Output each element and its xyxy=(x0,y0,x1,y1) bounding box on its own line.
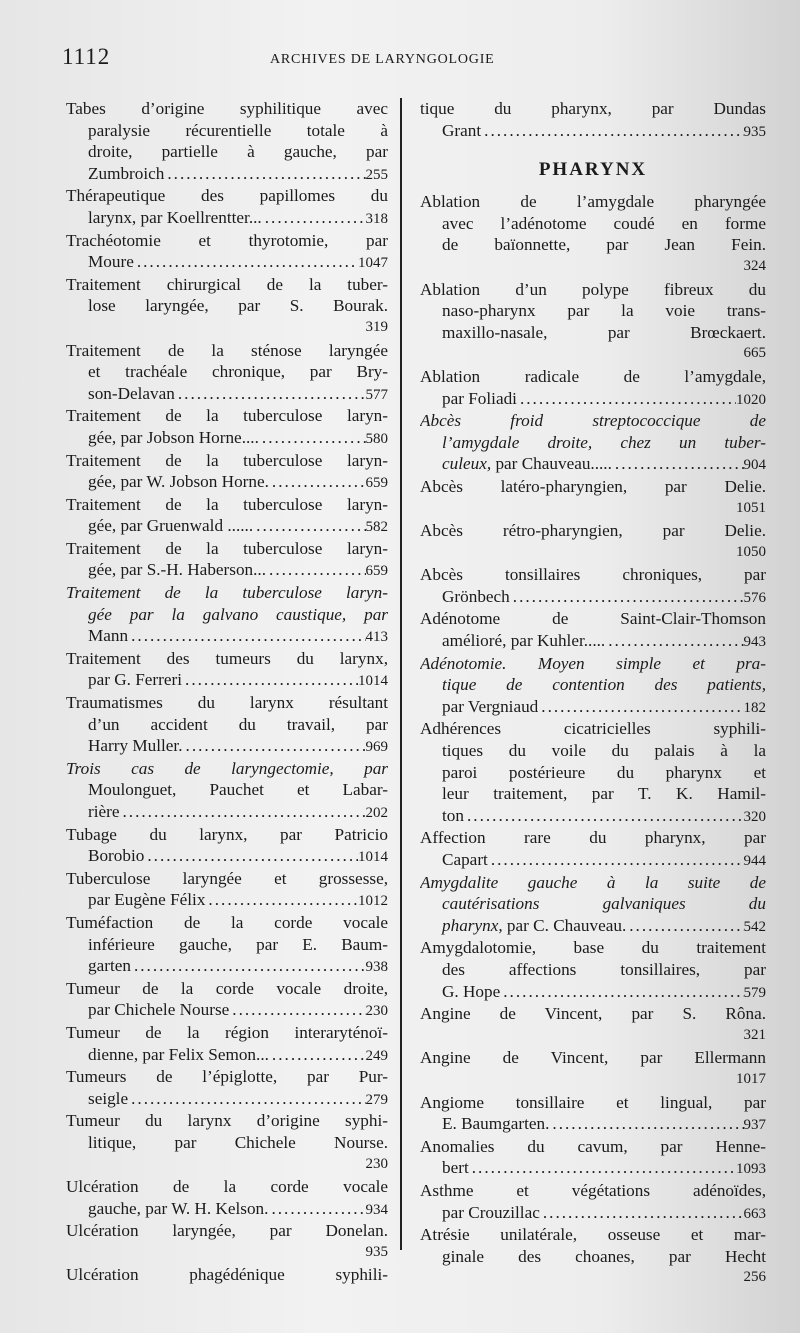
leader-dots xyxy=(253,515,365,537)
index-entry xyxy=(420,1224,766,1289)
entry-last-line xyxy=(420,630,766,652)
index-entry xyxy=(66,274,388,339)
entry-last-line xyxy=(66,845,388,867)
entry-line: et trachéale chronique, par Bry- xyxy=(88,362,388,382)
entry-line: Adhérences cicatricielles syphili- xyxy=(420,719,766,739)
entry-last-line xyxy=(66,1198,388,1220)
index-entry xyxy=(66,868,388,911)
page-reference: 938 xyxy=(365,959,388,976)
page-reference: 943 xyxy=(743,634,766,651)
entry-line: tiques du voile du palais à la xyxy=(442,741,766,761)
leader-dots xyxy=(262,207,366,229)
entry-line: Tumeurs de l’épiglotte, par Pur- xyxy=(66,1067,388,1087)
entry-text: culeux, par Chauveau..... xyxy=(442,454,612,474)
index-entry xyxy=(420,1092,766,1135)
page-reference: 318 xyxy=(365,210,388,227)
index-entry xyxy=(420,937,766,1002)
index-entry xyxy=(420,191,766,277)
index-entry xyxy=(66,340,388,405)
page-reference: 413 xyxy=(365,629,388,646)
leader-dots xyxy=(144,845,358,867)
entry-line: Traitement de la tuberculose laryn- xyxy=(66,494,388,514)
entry-line: Atrésie unilatérale, osseuse et mar- xyxy=(420,1225,766,1245)
entry-line: inférieure gauche, par E. Baum- xyxy=(88,934,388,954)
entry-line: Ulcération de la corde vocale xyxy=(66,1177,388,1197)
entry-last-line xyxy=(420,915,766,937)
entry-last-line xyxy=(66,801,388,823)
page-number: 1112 xyxy=(62,44,111,69)
page-reference: 944 xyxy=(743,853,766,869)
index-entry xyxy=(420,872,766,937)
entry-last-line xyxy=(66,427,388,449)
entry-last-line xyxy=(420,1202,766,1224)
index-entry xyxy=(420,366,766,409)
page-reference: 202 xyxy=(365,805,388,821)
leader-dots xyxy=(538,696,743,718)
entry-line: Asthme et végétations adénoïdes, xyxy=(420,1180,766,1200)
entry-line: Traitement des tumeurs du larynx, xyxy=(66,648,388,668)
index-entry xyxy=(66,98,388,184)
entry-last-line xyxy=(66,207,388,229)
index-entry xyxy=(66,1066,388,1109)
page-reference: 320 xyxy=(743,808,766,825)
index-entry xyxy=(420,98,766,141)
index-entry xyxy=(66,405,388,448)
entry-line: Traitement de la tuberculose laryn- xyxy=(66,450,388,470)
entry-line: litique, par Chichele Nourse. xyxy=(88,1132,388,1152)
entry-line: cautérisations galvaniques du xyxy=(442,894,766,914)
entry-last-line xyxy=(66,251,388,273)
entry-line: Adénotomie. Moyen simple et pra- xyxy=(420,653,766,673)
index-entry xyxy=(66,978,388,1021)
index-entry xyxy=(420,410,766,475)
entry-text: garten xyxy=(88,956,131,976)
entry-last-line xyxy=(420,453,766,475)
entry-text: gée, par W. Jobson Horne. xyxy=(88,472,269,492)
entry-line: Thérapeutique des papillomes du xyxy=(66,186,388,206)
leader-dots xyxy=(134,251,358,273)
entry-last-line xyxy=(420,981,766,1003)
index-entry xyxy=(66,1022,388,1065)
index-entry xyxy=(66,912,388,977)
entry-line: tique du pharynx, par Dundas xyxy=(420,99,766,118)
page-reference: 659 xyxy=(365,475,388,492)
entry-text: larynx, par Koellrentter... xyxy=(88,207,262,227)
index-entry xyxy=(420,718,766,826)
entry-line: Amygdalite gauche à la suite de xyxy=(420,872,766,892)
index-entry xyxy=(66,1176,388,1219)
index-entry xyxy=(420,476,766,519)
entry-text: seigle xyxy=(88,1088,129,1108)
running-title: ARCHIVES DE LARYNGOLOGIE xyxy=(270,52,495,67)
entry-text: par Crouzillac xyxy=(442,1202,540,1222)
index-entry xyxy=(66,692,388,757)
entry-line: Ablation de l’amygdale pharyngée xyxy=(420,192,766,212)
entry-text: par Eugène Félix xyxy=(88,890,206,910)
page-reference: 1014 xyxy=(358,849,388,866)
entry-last-line xyxy=(66,889,388,911)
column-divider xyxy=(400,98,402,1250)
page-reference: 256 xyxy=(743,1269,766,1286)
entry-line: paralysie récurentielle totale à xyxy=(88,120,388,140)
entry-line: Traitement de la tuberculose laryn- xyxy=(66,583,388,603)
page-reference: 1051 xyxy=(736,499,766,516)
page-reference: 1017 xyxy=(736,1070,766,1087)
page-reference: 934 xyxy=(365,1201,388,1218)
entry-line: Abcès rétro-pharyngien, par Delie. xyxy=(420,521,766,541)
index-entry xyxy=(66,758,388,823)
index-entry xyxy=(420,520,766,563)
entry-text: gée, par Jobson Horne.... xyxy=(88,427,259,447)
entry-text: dienne, par Felix Semon... xyxy=(88,1044,269,1064)
entry-line: Traitement de la sténose laryngée xyxy=(66,340,388,360)
entry-line: gée par la galvano caustique, par xyxy=(88,604,388,624)
page-reference: 935 xyxy=(743,123,766,140)
entry-last-line xyxy=(66,163,388,185)
entry-last-line xyxy=(66,999,388,1021)
entry-line: Amygdalotomie, base du traitement xyxy=(420,938,766,958)
entry-line: Trachéotomie et thyrotomie, par xyxy=(66,230,388,250)
entry-text: Grönbech xyxy=(442,586,510,606)
leader-dots xyxy=(540,1202,744,1224)
index-entry xyxy=(420,653,766,718)
entry-line: Tumeur du larynx d’origine syphi- xyxy=(66,1111,388,1131)
leader-dots xyxy=(488,849,744,871)
entry-line: Tubage du larynx, par Patricio xyxy=(66,824,388,844)
leader-dots xyxy=(500,981,743,1003)
leader-dots xyxy=(259,427,366,449)
right-index-column xyxy=(420,98,766,1290)
entry-line: Ablation radicale de l’amygdale, xyxy=(420,366,766,386)
entry-line: d’un accident du travail, par xyxy=(88,714,388,734)
index-entry xyxy=(66,1220,388,1263)
entry-text: son-Delavan xyxy=(88,383,175,403)
entry-text: Harry Muller. xyxy=(88,736,183,756)
page-reference: 904 xyxy=(743,457,766,474)
entry-text: par Vergniaud xyxy=(442,696,539,716)
entry-text: gauche, par W. H. Kelson. xyxy=(88,1198,269,1218)
leader-dots xyxy=(510,586,744,608)
entry-line: avec l’adénotome coudé en forme xyxy=(442,213,766,233)
entry-italic-part: pharynx, xyxy=(442,915,503,935)
page-reference: 582 xyxy=(365,519,388,536)
entry-text: par Chichele Nourse xyxy=(88,1000,230,1020)
entry-text: amélioré, par Kuhler..... xyxy=(442,631,606,651)
leader-dots xyxy=(517,388,736,410)
page-reference: 576 xyxy=(743,589,766,606)
entry-line: droite, partielle à gauche, par xyxy=(88,142,388,162)
entry-line: Ulcération phagédénique syphili- xyxy=(66,1265,388,1285)
entry-text: E. Baumgarten. xyxy=(442,1114,550,1134)
entry-text: Zumbroich xyxy=(88,163,165,183)
page-reference: 1020 xyxy=(736,391,766,408)
entry-last-line xyxy=(66,955,388,977)
page-reference: 579 xyxy=(743,984,766,1001)
entry-line: Tuméfaction de la corde vocale xyxy=(66,912,388,932)
index-entry xyxy=(66,1110,388,1175)
entry-text: pharynx, par C. Chauveau. xyxy=(442,915,627,935)
page-reference: 230 xyxy=(365,1155,388,1172)
entry-last-line xyxy=(66,1044,388,1066)
index-entry xyxy=(420,1180,766,1223)
page-reference: 319 xyxy=(365,318,388,335)
leader-dots xyxy=(175,383,366,405)
entry-line: Affection rare du pharynx, par xyxy=(420,828,766,848)
entry-last-line xyxy=(420,849,766,871)
entry-text: rière xyxy=(88,802,120,821)
entry-line: Anomalies du cavum, par Henne- xyxy=(420,1136,766,1156)
index-entry xyxy=(420,279,766,365)
page-reference: 969 xyxy=(365,739,388,756)
page-reference: 321 xyxy=(743,1026,766,1043)
page-reference: 542 xyxy=(743,918,766,935)
section-heading: PHARYNX xyxy=(538,159,648,181)
entry-line: Angine de Vincent, par Ellermann xyxy=(420,1048,766,1068)
leader-dots xyxy=(205,889,358,911)
entry-line: lose laryngée, par S. Bourak. xyxy=(88,296,388,316)
entry-last-line xyxy=(420,1113,766,1135)
page-reference: 230 xyxy=(365,1003,388,1020)
leader-dots xyxy=(183,735,366,757)
leader-dots xyxy=(605,630,743,652)
page-reference: 937 xyxy=(743,1117,766,1134)
index-entry xyxy=(66,648,388,691)
entry-line: Abcès tonsillaires chroniques, par xyxy=(420,565,766,585)
entry-line: maxillo-nasale, par Brœckaert. xyxy=(442,322,766,342)
index-entry xyxy=(420,827,766,870)
entry-text: par G. Ferreri xyxy=(88,670,183,690)
entry-line: Moulonguet, Pauchet et Labar- xyxy=(88,780,388,800)
leader-dots xyxy=(182,669,358,691)
page-reference: 279 xyxy=(365,1091,388,1108)
index-entry xyxy=(66,1264,388,1286)
entry-last-line xyxy=(66,669,388,691)
entry-last-line xyxy=(66,383,388,405)
leader-dots xyxy=(549,1113,743,1135)
entry-line: ginale des choanes, par Hecht xyxy=(442,1246,766,1266)
entry-line: Angiome tonsillaire et lingual, par xyxy=(420,1092,766,1112)
leader-dots xyxy=(469,1157,736,1179)
entry-line: Angine de Vincent, par S. Rôna. xyxy=(420,1004,766,1024)
entry-line: Trois cas de laryngectomie, par xyxy=(66,758,388,778)
entry-line: Adénotome de Saint-Clair-Thomson xyxy=(420,609,766,629)
entry-line: Tuberculose laryngée et grossesse, xyxy=(66,868,388,888)
page-reference: 1093 xyxy=(736,1161,766,1178)
entry-last-line xyxy=(420,696,766,718)
pharynx-entries xyxy=(420,191,766,1289)
entry-last-line xyxy=(420,388,766,410)
entry-line: Traumatismes du larynx résultant xyxy=(66,693,388,713)
leader-dots xyxy=(128,625,365,647)
leader-dots xyxy=(131,955,366,977)
entry-line: Ablation d’un polype fibreux du xyxy=(420,279,766,299)
leader-dots xyxy=(164,163,365,185)
index-entry xyxy=(66,450,388,493)
page-reference: 577 xyxy=(365,386,388,403)
entry-text: ton xyxy=(442,805,464,825)
entry-last-line xyxy=(420,586,766,608)
leader-dots xyxy=(269,471,366,493)
entry-italic-part: culeux, xyxy=(442,454,492,474)
page-reference: 1014 xyxy=(358,673,388,690)
entry-last-line xyxy=(66,515,388,537)
page-reference: 663 xyxy=(743,1205,766,1222)
continued-entries xyxy=(420,98,766,141)
entry-line: l’amygdale droite, chez un tuber- xyxy=(442,432,766,452)
entry-line: Tumeur de la région interaryténoï- xyxy=(66,1022,388,1042)
entry-line: de baïonnette, par Jean Fein. xyxy=(442,235,766,255)
page-reference: 324 xyxy=(743,257,766,274)
leader-dots xyxy=(612,453,744,475)
leader-dots xyxy=(464,805,744,827)
entry-last-line xyxy=(66,471,388,493)
index-entry xyxy=(420,1136,766,1179)
entry-text: Moure xyxy=(88,252,134,272)
entry-line: Traitement de la tuberculose laryn- xyxy=(66,406,388,426)
entry-line: Tabes d’origine syphilitique avec xyxy=(66,99,388,118)
index-entry xyxy=(420,1047,766,1090)
entry-text: Grant xyxy=(442,120,482,140)
entry-text: Capart xyxy=(442,850,488,869)
entry-text: G. Hope xyxy=(442,981,501,1001)
index-entry xyxy=(420,608,766,651)
index-entry xyxy=(66,538,388,581)
entry-last-line xyxy=(66,1088,388,1110)
page-reference: 580 xyxy=(365,430,388,447)
page-reference: 1012 xyxy=(358,893,388,910)
entry-line: Abcès froid streptococcique de xyxy=(420,411,766,431)
leader-dots xyxy=(626,915,743,937)
entry-text: gée, par Gruenwald ...... xyxy=(88,516,254,536)
entry-last-line xyxy=(420,805,766,827)
left-index-column xyxy=(66,98,388,1287)
entry-text: gée, par S.-H. Haberson... xyxy=(88,560,267,580)
entry-text: Mann xyxy=(88,626,129,646)
entry-line: Traitement de la tuberculose laryn- xyxy=(66,538,388,558)
page-reference: 659 xyxy=(365,563,388,580)
leader-dots xyxy=(128,1088,365,1110)
entry-text: par Foliadi xyxy=(442,388,517,408)
entry-last-line xyxy=(66,625,388,647)
index-entry xyxy=(66,582,388,647)
entry-line: Ulcération laryngée, par Donelan. xyxy=(66,1221,388,1241)
entry-line: des affections tonsillaires, par xyxy=(442,959,766,979)
leader-dots xyxy=(266,559,365,581)
page-reference: 1050 xyxy=(736,543,766,560)
index-entry xyxy=(420,1003,766,1046)
entry-text: bert xyxy=(442,1158,469,1178)
leader-dots xyxy=(229,999,365,1021)
entry-line: Traitement chirurgical de la tuber- xyxy=(66,274,388,294)
index-entry xyxy=(66,185,388,228)
entry-line: leur traitement, par T. K. Hamil- xyxy=(442,784,766,804)
page-reference: 249 xyxy=(365,1047,388,1064)
index-entry xyxy=(420,564,766,607)
entry-line: Tumeur de la corde vocale droite, xyxy=(66,978,388,998)
leader-dots xyxy=(119,801,365,823)
entry-line: Abcès latéro-pharyngien, par Delie. xyxy=(420,476,766,496)
index-entry xyxy=(66,824,388,867)
entry-last-line xyxy=(420,120,766,142)
page-reference: 182 xyxy=(743,699,766,716)
leader-dots xyxy=(269,1044,366,1066)
entry-last-line xyxy=(66,735,388,757)
entry-line: tique de contention des patients, xyxy=(442,675,766,695)
page-reference: 255 xyxy=(365,166,388,183)
page-reference: 935 xyxy=(365,1243,388,1260)
leader-dots xyxy=(481,120,743,142)
leader-dots xyxy=(268,1198,365,1220)
page-reference: 665 xyxy=(743,345,766,362)
entry-last-line xyxy=(420,1157,766,1179)
entry-last-line xyxy=(66,559,388,581)
entry-text: Borobio xyxy=(88,846,145,866)
entry-line: paroi postérieure du pharynx et xyxy=(442,762,766,782)
entry-line: naso-pharynx par la voie trans- xyxy=(442,301,766,321)
index-entry xyxy=(66,494,388,537)
index-entry xyxy=(66,230,388,273)
page-reference: 1047 xyxy=(358,255,388,272)
